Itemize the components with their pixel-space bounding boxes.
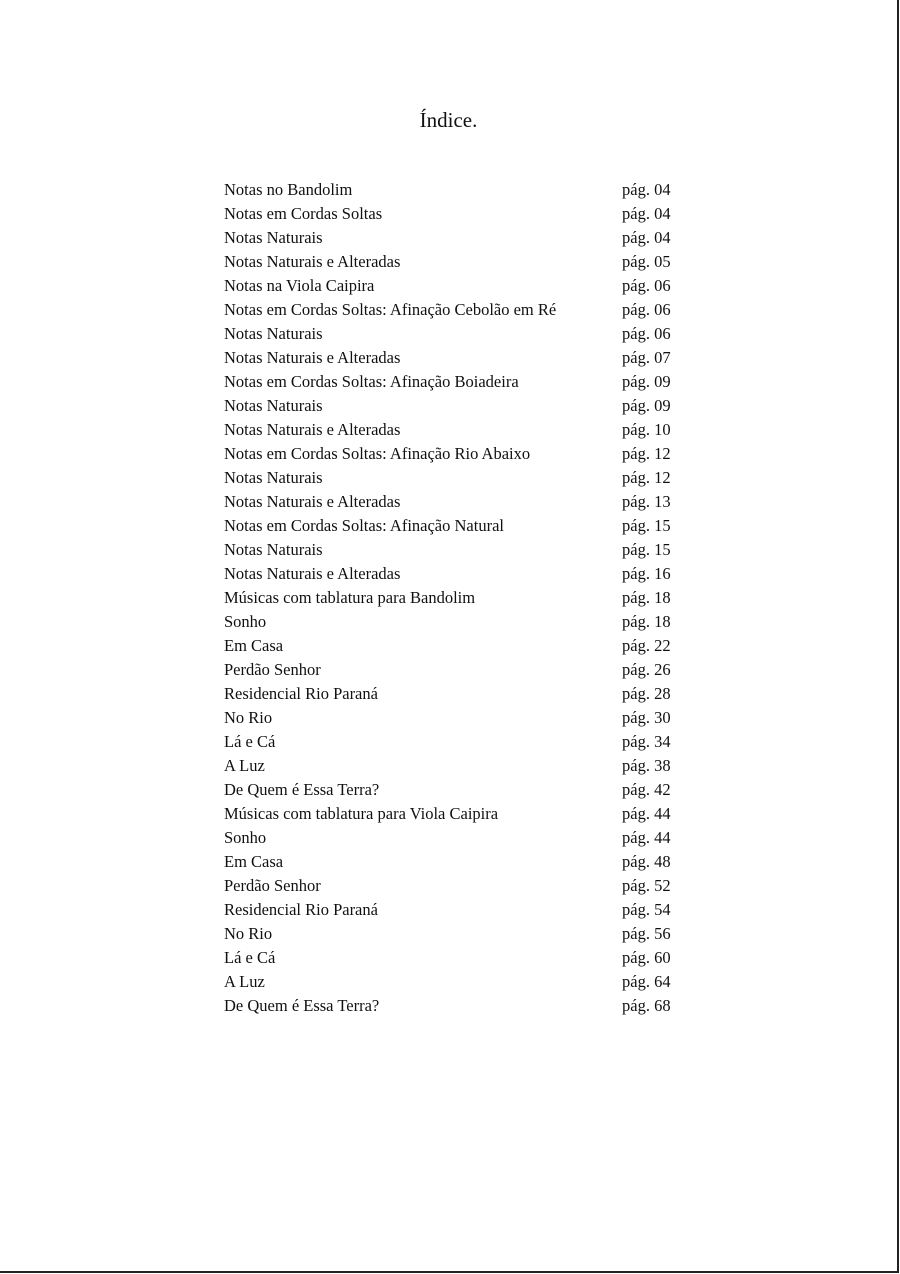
toc-entry <box>224 514 684 538</box>
toc-entry-page: pág. 44 <box>622 804 671 823</box>
toc-entry-title: Sonho <box>224 828 267 847</box>
toc-entry <box>224 298 684 322</box>
toc-entry <box>224 538 684 562</box>
toc-entry <box>224 250 684 274</box>
toc-entry <box>224 946 684 970</box>
toc-entry-page: pág. 06 <box>622 300 671 319</box>
toc-entry-page: pág. 09 <box>622 396 671 415</box>
toc-entry-title: Residencial Rio Paraná <box>224 900 378 919</box>
toc-entry-page: pág. 18 <box>622 588 671 607</box>
toc-entry-page: pág. 04 <box>622 204 671 223</box>
toc-entry <box>224 634 684 658</box>
toc-entry-title: Músicas com tablatura para Viola Caipira <box>224 804 499 823</box>
toc-entry <box>224 274 684 298</box>
toc-entry-page: pág. 56 <box>622 924 671 943</box>
toc-entry-page: pág. 38 <box>622 756 671 775</box>
toc-entry-title: No Rio <box>224 924 273 943</box>
toc-entry <box>224 346 684 370</box>
toc-entry <box>224 658 684 682</box>
toc-entry <box>224 730 684 754</box>
toc-entry <box>224 874 684 898</box>
toc-entry-title: No Rio <box>224 708 273 727</box>
toc-entry <box>224 922 684 946</box>
toc-entry-page: pág. 05 <box>622 252 671 271</box>
toc-entry-title: Em Casa <box>224 852 284 871</box>
toc-entry-title: Residencial Rio Paraná <box>224 684 378 703</box>
toc-entry-page: pág. 26 <box>622 660 671 679</box>
toc-entry-page: pág. 12 <box>622 468 671 487</box>
toc-entry-page: pág. 34 <box>622 732 671 751</box>
toc-entry-page: pág. 09 <box>622 372 671 391</box>
toc-entry <box>224 466 684 490</box>
toc-entry <box>224 682 684 706</box>
toc-entry-title: Notas Naturais <box>224 324 323 343</box>
toc-entry-title: Notas Naturais e Alteradas <box>224 348 401 367</box>
toc-entry-title: De Quem é Essa Terra? <box>224 780 380 799</box>
toc-entry-title: Notas Naturais <box>224 540 323 559</box>
toc-entry <box>224 490 684 514</box>
toc-entry <box>224 418 684 442</box>
toc-entry <box>224 562 684 586</box>
toc-entry-title: Sonho <box>224 612 267 631</box>
toc-entry-page: pág. 22 <box>622 636 671 655</box>
toc-entry-title: A Luz <box>224 972 265 991</box>
toc-entry-page: pág. 13 <box>622 492 671 511</box>
toc-entry-title: De Quem é Essa Terra? <box>224 996 380 1015</box>
toc-entry-title: Notas em Cordas Soltas <box>224 204 383 223</box>
toc-entry-title: Notas em Cordas Soltas: Afinação Natural <box>224 516 504 535</box>
toc-entry-title: Notas Naturais e Alteradas <box>224 252 401 271</box>
toc-entry <box>224 826 684 850</box>
toc-entry <box>224 610 684 634</box>
toc-entry-title: Lá e Cá <box>224 732 276 751</box>
toc-entry-page: pág. 07 <box>622 348 671 367</box>
toc-entry-title: A Luz <box>224 756 265 775</box>
toc-entry-page: pág. 28 <box>622 684 671 703</box>
toc-entry <box>224 394 684 418</box>
toc-entry-title: Notas em Cordas Soltas: Afinação Cebolão em Ré <box>224 300 557 319</box>
toc-entry-title: Notas Naturais e Alteradas <box>224 564 401 583</box>
page-title: Índice. <box>419 108 478 132</box>
toc-entry <box>224 802 684 826</box>
toc-entry-title: Notas Naturais <box>224 228 323 247</box>
toc-entry-title: Notas em Cordas Soltas: Afinação Rio Abaixo <box>224 444 531 463</box>
toc-entry-page: pág. 06 <box>622 324 671 343</box>
toc-entry-title: Perdão Senhor <box>224 876 321 895</box>
toc-entry-page: pág. 42 <box>622 780 671 799</box>
toc-entry-page: pág. 15 <box>622 516 671 535</box>
toc-entry-page: pág. 04 <box>622 180 671 199</box>
toc-entry-title: Perdão Senhor <box>224 660 321 679</box>
toc-entry <box>224 178 684 202</box>
toc-entry-title: Notas Naturais <box>224 396 323 415</box>
toc-entry <box>224 994 684 1018</box>
toc-entry <box>224 586 684 610</box>
toc-entry-page: pág. 64 <box>622 972 671 991</box>
toc-entry-title: Lá e Cá <box>224 948 276 967</box>
toc-entry <box>224 202 684 226</box>
toc-entry-page: pág. 54 <box>622 900 671 919</box>
toc-entry-page: pág. 16 <box>622 564 671 583</box>
toc-entry-page: pág. 12 <box>622 444 671 463</box>
toc-entry-title: Músicas com tablatura para Bandolim <box>224 588 476 607</box>
toc-entry <box>224 850 684 874</box>
toc-entry <box>224 778 684 802</box>
toc-entry <box>224 370 684 394</box>
toc-entry-title: Notas no Bandolim <box>224 180 353 199</box>
toc-entry <box>224 322 684 346</box>
toc-entry-page: pág. 30 <box>622 708 671 727</box>
toc-entry-title: Notas em Cordas Soltas: Afinação Boiadeira <box>224 372 519 391</box>
toc-entry-page: pág. 44 <box>622 828 671 847</box>
toc-entry-title: Notas Naturais e Alteradas <box>224 492 401 511</box>
toc-entry <box>224 970 684 994</box>
toc-entry-page: pág. 06 <box>622 276 671 295</box>
toc-entry-page: pág. 60 <box>622 948 671 967</box>
table-of-contents <box>224 178 684 1018</box>
toc-entry-title: Notas Naturais e Alteradas <box>224 420 401 439</box>
toc-entry <box>224 442 684 466</box>
toc-entry-page: pág. 18 <box>622 612 671 631</box>
toc-entry-page: pág. 15 <box>622 540 671 559</box>
toc-entry <box>224 754 684 778</box>
toc-entry-title: Notas na Viola Caipira <box>224 276 375 295</box>
toc-entry <box>224 706 684 730</box>
toc-entry-page: pág. 04 <box>622 228 671 247</box>
toc-entry-page: pág. 52 <box>622 876 671 895</box>
toc-entry-title: Em Casa <box>224 636 284 655</box>
toc-entry-page: pág. 48 <box>622 852 671 871</box>
toc-entry-page: pág. 68 <box>622 996 671 1015</box>
toc-entry <box>224 898 684 922</box>
toc-entry-title: Notas Naturais <box>224 468 323 487</box>
toc-entry <box>224 226 684 250</box>
toc-entry-page: pág. 10 <box>622 420 671 439</box>
